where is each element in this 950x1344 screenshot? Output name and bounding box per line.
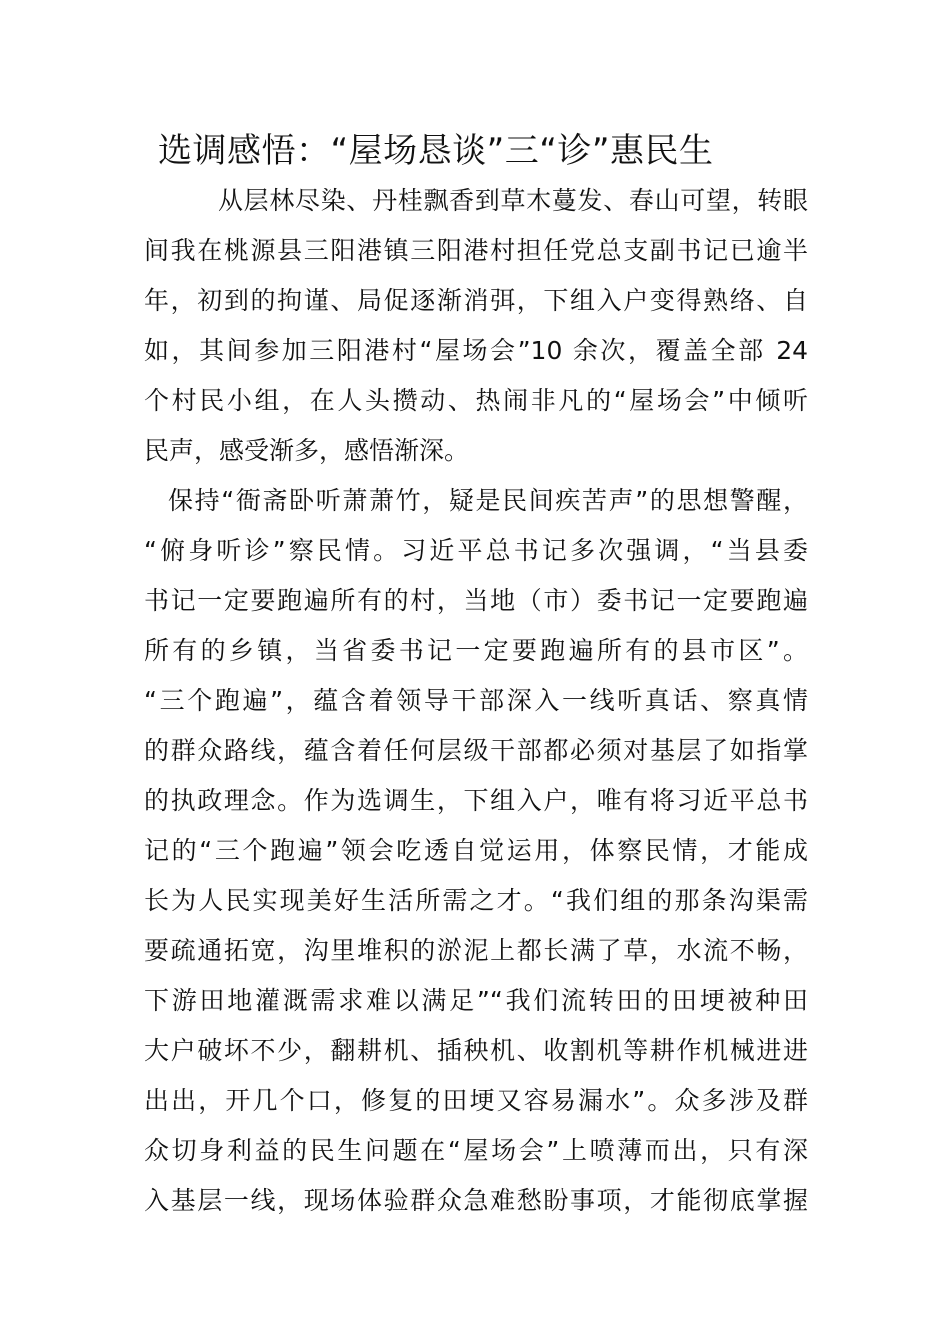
paragraph-2-line: 下游田地灌溉需求难以满足”“我们流转田的田埂被种田 xyxy=(144,986,808,1015)
paragraph-1-line: 个村民小组，在人头攒动、热闹非凡的“屋场会”中倾听 xyxy=(144,386,808,415)
paragraph-2-line: 入基层一线，现场体验群众急难愁盼事项，才能彻底掌握 xyxy=(144,1186,808,1215)
paragraph-2-line: 书记一定要跑遍所有的村，当地（市）委书记一定要跑遍 xyxy=(144,586,808,615)
paragraph-1-line: 如，其间参加三阳港村“屋场会”10 余次，覆盖全部 24 xyxy=(144,336,808,365)
paragraph-2-line: 所有的乡镇，当省委书记一定要跑遍所有的县市区”。 xyxy=(144,636,808,665)
paragraph-2-line: “俯身听诊”察民情。习近平总书记多次强调，“当县委 xyxy=(144,536,808,565)
paragraph-2-line: 的群众路线，蕴含着任何层级干部都必须对基层了如指掌 xyxy=(144,736,808,765)
paragraph-2-line: 长为人民实现美好生活所需之才。“我们组的那条沟渠需 xyxy=(144,886,808,915)
paragraph-2-line: “三个跑遍”，蕴含着领导干部深入一线听真话、察真情 xyxy=(144,686,808,715)
paragraph-1-line: 间我在桃源县三阳港镇三阳港村担任党总支副书记已逾半 xyxy=(144,236,808,265)
paragraph-2-line: 的执政理念。作为选调生，下组入户，唯有将习近平总书 xyxy=(144,786,808,815)
document-title: 选调感悟：“屋场恳谈”三“诊”惠民生 xyxy=(158,131,714,171)
paragraph-1-line: 从层林尽染、丹桂飘香到草木蔓发、春山可望，转眼 xyxy=(218,186,808,215)
paragraph-2-line: 大户破坏不少，翻耕机、插秧机、收割机等耕作机械进进 xyxy=(144,1036,808,1065)
paragraph-2-line: 出出，开几个口，修复的田埂又容易漏水”。众多涉及群 xyxy=(144,1086,808,1115)
paragraph-2-line: 众切身利益的民生问题在“屋场会”上喷薄而出，只有深 xyxy=(144,1136,808,1165)
paragraph-2-line: 要疏通拓宽，沟里堆积的淤泥上都长满了草，水流不畅， xyxy=(144,936,808,965)
paragraph-2-line: 记的“三个跑遍”领会吃透自觉运用，体察民情，才能成 xyxy=(144,836,808,865)
paragraph-1-line: 年，初到的拘谨、局促逐渐消弭，下组入户变得熟络、自 xyxy=(144,286,808,315)
paragraph-1-line: 民声，感受渐多，感悟渐深。 xyxy=(144,436,470,465)
paragraph-2-line: 保持“衙斋卧听萧萧竹，疑是民间疾苦声”的思想警醒， xyxy=(168,486,808,515)
